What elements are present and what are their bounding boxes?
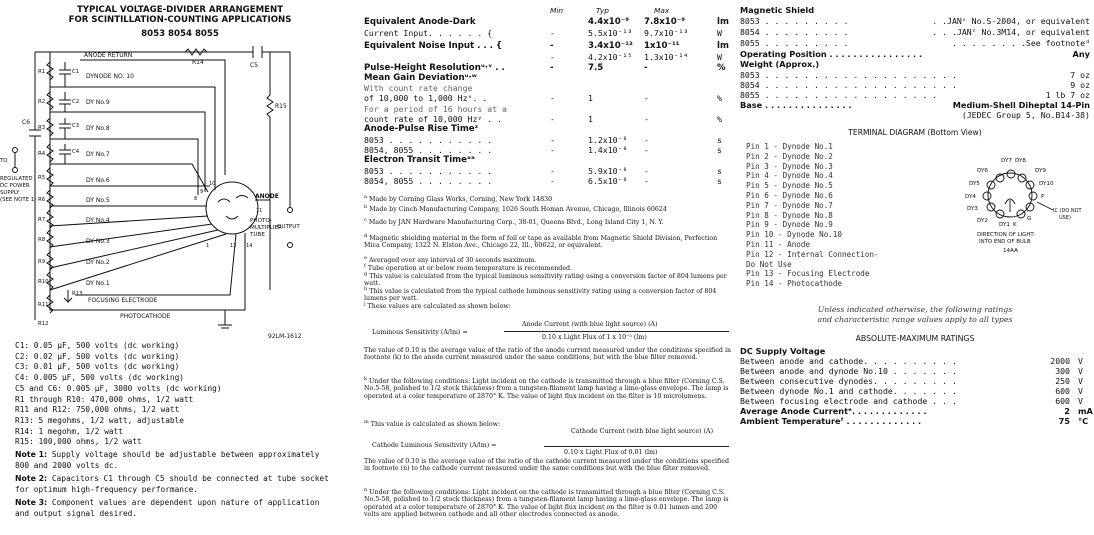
pin-item: Pin 11 - Anode <box>746 240 811 249</box>
pin-item: Pin 10 - Dynode No.10 <box>746 230 843 240</box>
abs-max-title: ABSOLUTE-MAXIMUM RATINGS <box>855 334 975 343</box>
pin-label-dy7: DY7 <box>1001 158 1012 164</box>
magnetic-shield-title <box>740 5 1090 15</box>
dy2-label: DY No.2 <box>86 259 110 266</box>
supply-label-4: SUPPLY <box>0 190 20 196</box>
char-label: Electron Transit Timeᵃᵃ <box>364 155 475 165</box>
rating-value: 2000 <box>1050 356 1070 366</box>
operating-position-value: Any <box>1072 49 1090 59</box>
shield-type: 8053 . . . . . . . . . <box>740 16 849 26</box>
weight-value: 1 lb 7 oz <box>1045 90 1090 100</box>
light-direction-1: DIRECTION OF LIGHT: <box>977 232 1035 238</box>
supply-label-1: TO <box>0 158 8 164</box>
pin-label-dy8: DY8 <box>1015 158 1026 164</box>
footnote <box>364 301 732 310</box>
shield-type: 8055 . . . . . . . . . <box>740 38 849 48</box>
char-min: - <box>550 114 555 124</box>
footnote-text: Made by JAN Hardware Manufacturing Corp., 38-01, Queens Blvd., Long Island City 1, N. Y. <box>368 219 664 227</box>
footnote-text: These values are calculated as shown below: <box>367 303 511 311</box>
dy6-label: DY No.6 <box>86 177 110 184</box>
pin-item: Pin 1 - Dynode No.1 <box>746 142 833 151</box>
light-direction-2: INTO END OF BULB <box>979 239 1031 245</box>
tube-label-1: PHOTO- <box>250 218 272 224</box>
footnote <box>364 204 732 213</box>
shield-row <box>740 38 1090 48</box>
rating-value: 300 <box>1055 366 1070 376</box>
focusing-electrode-label: FOCUSING ELECTRODE <box>88 297 158 304</box>
note-2-label: Note 2: <box>15 474 48 483</box>
footnote-text: Averaged over any interval of 30 seconds maximum. <box>368 257 537 265</box>
footnote-n <box>364 487 732 518</box>
ratings-note-1: Unless indicated otherwise, the following ratings <box>817 305 1013 314</box>
r1-label: R1 <box>38 69 46 75</box>
footnote-text: Tube operation at or below room temperature is recommended. <box>367 265 573 273</box>
shield-type: 8054 . . . . . . . . . <box>740 27 849 37</box>
char-typ: 5.9x10⁻⁸ <box>588 166 628 176</box>
dy1-label: DY No.1 <box>86 280 110 287</box>
c1-label: C1 <box>72 69 80 75</box>
note-1-text: Supply voltage should be adjustable between approximately 800 and 2000 volts dc. <box>15 450 320 470</box>
char-unit: % <box>717 63 726 73</box>
char-unit: % <box>717 114 722 124</box>
pin-label-p: P <box>1041 194 1045 200</box>
c5-label: C5 <box>250 62 259 69</box>
c4-label: C4 <box>72 149 80 155</box>
char-label: 8054, 8055 . . . . . . . . <box>364 145 493 155</box>
footnote <box>364 217 732 226</box>
weight-value: 9 oz <box>1070 80 1090 90</box>
char-max: - <box>644 114 649 124</box>
r7-label: R7 <box>38 217 46 223</box>
component-item: C2: 0.02 µF, 500 volts (dc working) <box>15 351 180 361</box>
rating-value: 600 <box>1055 386 1070 396</box>
char-typ: 1 <box>588 93 593 103</box>
r15-label: R15 <box>275 103 287 110</box>
char-row <box>364 52 736 63</box>
ambient-temperature-unit: °C <box>1078 416 1089 426</box>
dy3-label: DY No.3 <box>86 238 110 245</box>
weight-title-text: Weight (Approx.) <box>740 59 820 69</box>
formula-2-lhs: Cathode Luminous Sensitivity (A/lm) = <box>372 442 497 449</box>
formula-1-num: Anode Current (with blue light source) (A) <box>522 321 658 328</box>
component-item: C3: 0.01 µF, 500 volts (dc working) <box>15 362 180 372</box>
char-min: - <box>550 135 555 145</box>
char-label: With count rate change <box>364 83 473 93</box>
char-label: count rate of 10,000 Hzʸ . . <box>364 114 503 124</box>
note-3-text: Component values are dependent upon nature of application and output signal desired. <box>15 498 320 518</box>
footnote-key: g <box>364 271 368 277</box>
char-min: - <box>550 41 554 51</box>
char-unit: s <box>717 166 722 176</box>
char-max: - <box>644 176 649 186</box>
dy9-label: DY No.9 <box>86 99 110 106</box>
weight-type: 8055 . . . . . . . . . . . . . . . . . . <box>740 90 938 100</box>
rating-row <box>740 386 1090 396</box>
char-label: Equivalent Noise Input . . . { <box>364 41 503 51</box>
note-3 <box>15 498 330 519</box>
diagram-title: TYPICAL VOLTAGE-DIVIDER ARRANGEMENT <box>76 5 284 15</box>
footnote-text: This value is calculated from the typical luminous sensitivity rating using a conversion factor of 804 lumens per watt. <box>364 273 727 288</box>
char-unit: lm <box>717 41 729 51</box>
shield-row <box>740 16 1090 26</box>
r2-label: R2 <box>38 99 46 105</box>
component-item: C1: 0.05 µF, 500 volts (dc working) <box>15 341 180 350</box>
char-typ: 4.4x10⁻⁹ <box>588 17 630 27</box>
footnote <box>364 233 732 250</box>
char-unit: s <box>717 135 722 145</box>
component-item: R11 and R12: 750,000 ohms, 1/2 watt <box>15 405 180 415</box>
pin-label-dy9: DY9 <box>1035 168 1046 174</box>
note-2-text: Capacitors C1 through C5 should be connected at tube socket for optimum high-frequency performance. <box>15 474 329 494</box>
r3-label: R3 <box>38 125 46 131</box>
char-typ: 6.5x10⁻⁸ <box>588 176 628 186</box>
char-label: 8054, 8055 . . . . . . . . <box>364 176 493 186</box>
char-max: - <box>644 135 649 145</box>
pin-label-dy3: DY3 <box>967 206 978 212</box>
pin-item: Pin 2 - Dynode No.2 <box>746 151 833 161</box>
char-row <box>364 176 736 187</box>
r13-label: R13 <box>72 291 83 297</box>
base-row <box>740 100 1090 110</box>
pin-item: Pin 9 - Dynode No.9 <box>746 220 833 230</box>
average-anode-current-unit: mA <box>1078 406 1093 416</box>
char-max: 7.8x10⁻⁹ <box>644 17 686 27</box>
basing-code: 14AA <box>1003 248 1018 254</box>
char-typ: 1.2x10⁻⁸ <box>588 135 628 145</box>
rating-row <box>740 396 1090 406</box>
ambient-temperature-label: Ambient Temperatureᶠ . . . . . . . . . . . . . <box>740 416 922 426</box>
r11-label: R11 <box>38 302 49 308</box>
weight-type: 8054 . . . . . . . . . . . . . . . . . . . . <box>740 80 957 90</box>
char-unit: W <box>717 28 722 38</box>
average-anode-current-value: 2 <box>1064 406 1070 416</box>
pin-item: Do Not Use <box>746 259 792 269</box>
footnote-key: d <box>364 233 368 239</box>
char-unit: s <box>717 145 722 155</box>
char-row <box>364 17 736 28</box>
char-row <box>364 124 736 135</box>
col-header-max: Max <box>654 6 670 15</box>
col-header-typ: Typ <box>596 6 609 15</box>
char-min: - <box>550 145 555 155</box>
shield-value: . . .JANᶜ No.3M14, or equivalent <box>932 27 1090 37</box>
terminal-diagram <box>955 140 1085 280</box>
rating-value: 250 <box>1055 376 1070 386</box>
pin-label-dy6: DY6 <box>977 168 988 174</box>
footnote-text: Under the following conditions: Light incident on the cathode is transmitted through a blue filter (Corning C.S. No.5-58, polished to 1/2 stock thickness) from a tungsten-filament lamp having a lime-glass envelope. The lamp is operated at a color temperature of 2870° K. The value of light flux incident on the filter is 0.01 lumen and 200 volts are applied between cathode and all other electrodes connected as anode. <box>364 489 729 518</box>
right-column <box>740 0 1094 535</box>
char-row <box>364 28 736 39</box>
footnote-key: m <box>364 419 369 425</box>
char-label: of 10,000 to 1,000 Hzˣ. . <box>364 93 488 103</box>
pin-item: Pin 4 - Dynode No.4 <box>746 171 833 181</box>
c2-label: C2 <box>72 99 80 105</box>
rating-row <box>740 356 1090 366</box>
rating-unit: V <box>1078 356 1083 366</box>
figure-code: 92LM-1612 <box>268 333 302 340</box>
pin-label-dy4: DY4 <box>965 194 976 200</box>
char-max: - <box>644 166 649 176</box>
footnote-key: b <box>364 204 368 210</box>
formula-2-bar <box>544 446 729 447</box>
char-label: Mean Gain Deviationᵘ·ʷ <box>364 73 477 83</box>
dc-supply-title <box>740 346 1090 356</box>
dy5-label: DY No.5 <box>86 197 110 204</box>
char-max: - <box>644 63 648 73</box>
char-typ: 5.5x10⁻¹³ <box>588 28 633 38</box>
char-typ: 1 <box>588 114 593 124</box>
char-label: For a period of 16 hours at a <box>364 104 507 114</box>
ic-note-2: USE) <box>1059 215 1071 221</box>
footnote-text: Magnetic shielding material in the form of foil or tape as available from Magnetic Shield Division, Perfection Mica Company, 1322 N. Elston Ave., Chicago 22, Ill., 60622, or equivalent. <box>364 235 718 250</box>
pin-num-8: 8 <box>194 196 198 202</box>
diagram-subtitle: FOR SCINTILLATION-COUNTING APPLICATIONS <box>68 15 292 25</box>
average-anode-current <box>740 406 1093 416</box>
char-row <box>364 155 736 166</box>
component-item: C4: 0.005 µF, 500 volts (dc working) <box>15 373 184 383</box>
rating-value: 600 <box>1055 396 1070 406</box>
tube-label-2: MULTIPLIER <box>250 225 282 231</box>
pin-num-13: 13 <box>230 243 237 249</box>
footnote-key: f <box>364 263 366 269</box>
char-max: 1.3x10⁻¹⁴ <box>644 52 689 62</box>
pin-item: Pin 6 - Dynode No.6 <box>746 191 833 200</box>
pin-label-dy10: DY10 <box>1039 181 1054 187</box>
footnote-key: a <box>364 194 367 200</box>
note-3-label: Note 3: <box>15 498 48 507</box>
char-min: - <box>550 176 555 186</box>
pin-label-dy5: DY5 <box>969 181 980 187</box>
ratings-note-2: and characteristic range values apply to all types <box>817 315 1013 324</box>
char-row <box>364 41 736 52</box>
r10-label: R10 <box>38 279 49 285</box>
voltage-divider-schematic <box>0 40 320 340</box>
pin-item: Pin 14 - Photocathode <box>746 279 843 289</box>
component-item: R15: 100,000 ohms, 1/2 watt <box>15 437 142 447</box>
pin-num-10: 10 <box>209 181 216 187</box>
rating-unit: V <box>1078 396 1083 406</box>
char-min: - <box>550 93 555 103</box>
footnote-n-intro: The value of 0.10 is the average value of the ratio of the cathode current measured under the conditions specified in footnote (n) to the cathode current measured under the same conditions but with the blue filter removed. <box>364 458 730 473</box>
char-typ: 7.5 <box>588 63 604 73</box>
pin-item: Pin 8 - Dynode No.8 <box>746 210 833 220</box>
rating-unit: V <box>1078 386 1083 396</box>
c3-label: C3 <box>72 123 80 129</box>
r6-label: R6 <box>38 197 46 203</box>
base-value: Medium-Shell Diheptal 14-Pin <box>952 100 1090 110</box>
pin-num-9: 9 <box>200 189 204 195</box>
weight-title <box>740 59 1090 69</box>
formula-1-den: 0.10 x Light Flux of 1 x 10⁻⁵ (lm) <box>542 334 647 341</box>
dy8-label: DY No.8 <box>86 125 110 132</box>
average-anode-current-label: Average Anode Currentᵉ. . . . . . . . . . . . . <box>740 406 927 416</box>
char-typ: 3.4x10⁻¹² <box>588 41 633 51</box>
weight-row <box>740 70 1090 80</box>
formula-1-bar <box>504 331 729 332</box>
footnote-m <box>364 419 732 428</box>
char-label: 8053 . . . . . . . . . . . <box>364 135 493 145</box>
pin-label-dy2: DY2 <box>977 218 988 224</box>
r8-label: R8 <box>38 237 46 243</box>
col-header-min: Min <box>550 6 564 15</box>
rating-label: Between dynode No.1 and cathode. . . . . . . <box>740 386 957 396</box>
operating-position <box>740 49 1090 59</box>
rating-row <box>740 366 1090 376</box>
char-label: Anode-Pulse Rise Timeᶻ <box>364 124 479 134</box>
pin-label-g: G <box>1027 216 1032 222</box>
pin-label-k: K <box>1013 222 1017 228</box>
footnote <box>364 194 732 203</box>
footnote-key: j <box>364 301 366 307</box>
char-min: - <box>550 52 555 62</box>
footnote-text: This value is calculated from the typical cathode luminous sensitivity rating using a conversion factor of 804 lumens per watt. <box>364 288 717 303</box>
footnote-key: h <box>364 286 368 292</box>
formula-1-lhs: Luminous Sensitivity (A/lm) = <box>372 329 468 336</box>
magnetic-shield-title-text: Magnetic Shield <box>740 5 815 15</box>
pin-num-1: 1 <box>206 243 210 249</box>
char-label: Equivalent Anode-Dark <box>364 17 476 27</box>
char-label: Pulse-Height Resolutionᵘ·ᵛ . . <box>364 63 505 73</box>
component-item: R13: 5 megohms, 1/2 watt, adjustable <box>15 415 184 425</box>
rating-row <box>740 376 1090 386</box>
footnote-key: n <box>364 487 368 493</box>
footnote-key: c <box>364 217 367 223</box>
char-max: 1x10⁻¹¹ <box>644 41 680 51</box>
r5-label: R5 <box>38 175 46 181</box>
rating-label: Between consecutive dynodes. . . . . . . . . <box>740 376 957 386</box>
component-item: R1 through R10: 470,000 ohms, 1/2 watt <box>15 394 194 404</box>
footnote-k <box>364 376 732 400</box>
shield-row <box>740 27 1090 37</box>
dc-supply-title-text: DC Supply Voltage <box>740 346 826 356</box>
weight-row <box>740 90 1090 100</box>
footnote-text: Under the following conditions: Light incident on the cathode is transmitted through a blue filter (Corning C.S. No.5-58, polished to 1/2 stock thickness) from a tungsten-filament lamp having a lime-glass envelope. The lamp is operated at a color temperature of 2870° K. The value of light flux incident on the filter is 10 microlumens. <box>364 378 729 400</box>
char-max: - <box>644 93 649 103</box>
pin-item: Pin 7 - Dynode No.7 <box>746 200 833 210</box>
char-max: - <box>644 145 649 155</box>
pin-label-dy1: DY1 <box>999 222 1010 228</box>
pin-item: Pin 3 - Dynode No.3 <box>746 161 833 171</box>
terminal-diagram-title: TERMINAL DIAGRAM (Bottom View) <box>848 128 982 137</box>
tube-types: 8053 8054 8055 <box>141 29 219 39</box>
middle-column <box>364 0 736 535</box>
rating-unit: V <box>1078 366 1083 376</box>
char-min: - <box>550 63 554 73</box>
r4-label: R4 <box>38 151 46 157</box>
weight-row <box>740 80 1090 90</box>
component-item: C5 and C6: 0.005 µF, 3000 volts (dc working) <box>15 383 222 393</box>
char-label: Current Input. . . . . . { <box>364 28 493 38</box>
weight-type: 8053 . . . . . . . . . . . . . . . . . . . . <box>740 70 957 80</box>
supply-label-5: (SEE NOTE 1) <box>0 197 37 203</box>
component-item: R14: 1 megohm, 1/2 watt <box>15 426 123 436</box>
formula-2-den: 0.10 x Light Flux of 0.01 (lm) <box>564 449 658 456</box>
pin-num-11: 11 <box>256 208 263 214</box>
operating-position-label: Operating Position . . . . . . . . . . . . . . . . <box>740 49 923 59</box>
char-row <box>364 93 736 104</box>
footnote-text: This value is calculated as shown below: <box>370 421 501 429</box>
supply-label-2: REGULATED <box>0 176 33 182</box>
ic-note-1: IC (DO NOT <box>1053 208 1082 214</box>
footnote-key: k <box>364 376 368 382</box>
shield-value: . .JANᶜ No.S-2004, or equivalent <box>932 16 1090 26</box>
pin-item: Pin 13 - Focusing Electrode <box>746 269 870 279</box>
footnote-text: Made by Corning Glass Works, Corning, New York 14830 <box>369 196 553 204</box>
pin-num-14: 14 <box>246 243 253 249</box>
char-unit: W <box>717 52 722 62</box>
r14-label: R14 <box>192 59 204 66</box>
char-unit: % <box>717 93 722 103</box>
shield-value: . . . . . . . .See footnoteᵈ <box>951 38 1090 48</box>
rating-label: Between anode and cathode. . . . . . . . . . <box>740 356 957 366</box>
char-unit: s <box>717 176 722 186</box>
r9-label: R9 <box>38 259 46 265</box>
char-min: - <box>550 28 555 38</box>
base-jedec <box>740 110 1090 120</box>
ambient-temperature <box>740 416 1090 426</box>
char-typ: 4.2x10⁻¹⁵ <box>588 52 633 62</box>
base-jedec-text: (JEDEC Group 5, No.B14-38) <box>961 110 1090 120</box>
footnote-k-intro: The value of 0.10 is the average value of the ratio of the anode current measured under the conditions specified in footnote (k) to the anode current measured under the same conditions, but with the blue filter removed. <box>364 347 732 362</box>
anode-label: ANODE <box>255 193 279 200</box>
footnote-text: Made by Cinch Manufacturing Company, 1026 South Homan Avenue, Chicago, Illinois 60624 <box>369 206 667 214</box>
r12-label: R12 <box>38 321 49 327</box>
dynode-10-label: DYNODE NO. 10 <box>86 73 134 80</box>
dy4-label: DY No.4 <box>86 217 110 224</box>
note-1 <box>15 450 330 471</box>
dy7-label: DY No.7 <box>86 151 110 158</box>
pin-item: Pin 5 - Dynode No.5 <box>746 181 833 191</box>
rating-label: Between focusing electrode and cathode . . . <box>740 396 957 406</box>
supply-label-3: DC POWER <box>0 183 30 189</box>
rating-unit: V <box>1078 376 1083 386</box>
base-label: Base . . . . . . . . . . . . . . . <box>740 100 852 110</box>
formula-2-num: Cathode Current (with blue light source) (A) <box>570 428 714 435</box>
anode-return-label: ANODE RETURN <box>84 52 133 59</box>
c6-label: C6 <box>22 119 31 126</box>
footnote-key: e <box>364 255 367 261</box>
ambient-temperature-value: 75 <box>1058 416 1070 426</box>
weight-value: 7 oz <box>1070 70 1090 80</box>
char-max: 9.7x10⁻¹³ <box>644 28 689 38</box>
char-typ: 1.4x10⁻⁸ <box>588 145 628 155</box>
tube-label-3: TUBE <box>250 232 265 238</box>
note-2 <box>15 474 330 495</box>
rating-label: Between anode and dynode No.10 . . . . . . . <box>740 366 957 376</box>
pin-item: Pin 12 - Internal Connection- <box>746 249 879 259</box>
output-label: OUTPUT <box>277 224 300 230</box>
char-unit: lm <box>717 17 729 27</box>
char-min: - <box>550 166 555 176</box>
note-1-label: Note 1: <box>15 450 48 459</box>
char-label: 8053 . . . . . . . . . . . <box>364 166 493 176</box>
left-column <box>0 0 360 535</box>
photocathode-label: PHOTOCATHODE <box>120 313 171 320</box>
